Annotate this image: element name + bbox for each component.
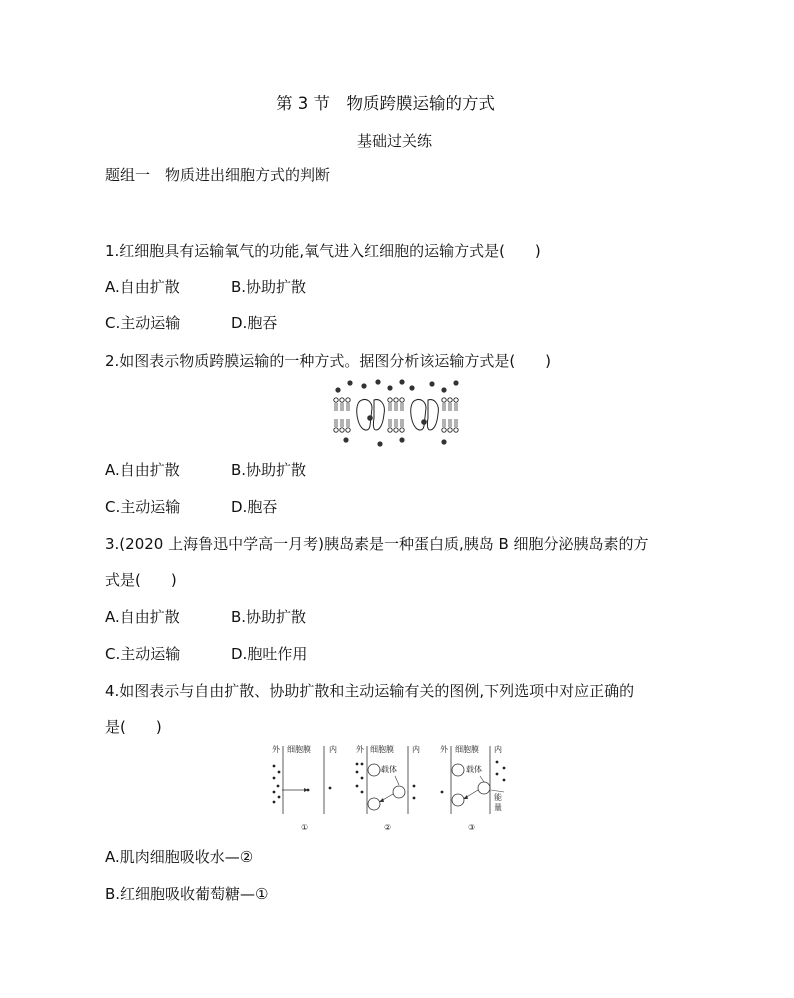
channel-protein-left-b: [373, 400, 384, 430]
question-3-stem-line2: 式是( ): [105, 571, 177, 589]
phospholipid-head: [340, 428, 344, 432]
phospholipid-head: [346, 428, 350, 432]
panel-1-number: ①: [301, 823, 309, 832]
q1-option-c: C.主动运输: [105, 314, 181, 332]
phospholipid-head: [394, 428, 398, 432]
phospholipid-head: [340, 398, 344, 402]
phospholipid-head: [334, 428, 338, 432]
phospholipid-head: [442, 428, 446, 432]
channel-protein-right: [411, 399, 426, 430]
panel-1-free-diffusion: [272, 744, 337, 832]
channel-protein-left: [357, 399, 372, 430]
q4-option-b: B.红细胞吸收葡萄糖—①: [105, 885, 269, 903]
q3-option-a: A.自由扩散: [105, 608, 180, 626]
svg-text:载体: 载体: [381, 765, 397, 774]
q1-option-b: B.协助扩散: [231, 278, 307, 296]
q3-option-c: C.主动运输: [105, 645, 181, 663]
q1-option-d: D.胞吞: [231, 314, 278, 332]
svg-text:载体: 载体: [466, 765, 482, 774]
phospholipid-head: [346, 398, 350, 402]
label-energy-1: 能: [494, 793, 502, 802]
svg-text:内: 内: [494, 745, 502, 754]
question-4-stem-line1: 4.如图表示与自由扩散、协助扩散和主动运输有关的图例,下列选项中对应正确的: [105, 682, 635, 700]
panel-2-facilitated-diffusion: [356, 744, 420, 832]
phospholipid-head: [388, 428, 392, 432]
phospholipid-head: [334, 398, 338, 402]
svg-text:细胞膜: 细胞膜: [370, 745, 394, 754]
svg-text:外: 外: [440, 745, 448, 754]
label-outside: 外: [272, 745, 280, 754]
phospholipid-head: [388, 398, 392, 402]
q1-option-a: A.自由扩散: [105, 278, 180, 296]
label-energy-2: 量: [494, 803, 502, 812]
question-4-stem-line2: 是( ): [105, 718, 162, 736]
q2-option-b: B.协助扩散: [231, 461, 307, 479]
label-inside: 内: [329, 745, 337, 754]
phospholipid-head: [448, 428, 452, 432]
phospholipid-head: [454, 428, 458, 432]
section-title: 第 3 节 物质跨膜运输的方式: [276, 94, 495, 113]
question-group-title: 题组一 物质进出细胞方式的判断: [105, 166, 331, 184]
q2-option-d: D.胞吞: [231, 498, 278, 516]
q3-option-d: D.胞吐作用: [231, 645, 308, 663]
q4-option-a: A.肌肉细胞吸收水—②: [105, 848, 254, 866]
question-1-stem: 1.红细胞具有运输氧气的功能,氧气进入红细胞的运输方式是( ): [105, 242, 541, 260]
label-membrane: 细胞膜: [287, 745, 311, 754]
phospholipid-head: [400, 428, 404, 432]
panel-3-active-transport: [440, 744, 505, 832]
svg-text:细胞膜: 细胞膜: [455, 745, 479, 754]
panel-2-number: ②: [384, 823, 392, 832]
panel-3-number: ③: [468, 823, 476, 832]
question-2-stem: 2.如图表示物质跨膜运输的一种方式。据图分析该运输方式是( ): [105, 352, 552, 370]
membrane-transport-figure: [332, 378, 462, 450]
phospholipid-head: [394, 398, 398, 402]
phospholipid-head: [442, 398, 446, 402]
svg-text:内: 内: [412, 745, 420, 754]
phospholipid-head: [454, 398, 458, 402]
question-3-stem-line1: 3.(2020 上海鲁迅中学高一月考)胰岛素是一种蛋白质,胰岛 B 细胞分泌胰岛素的方: [105, 535, 649, 553]
phospholipid-head: [448, 398, 452, 402]
channel-protein-right-b: [427, 400, 438, 430]
q2-option-a: A.自由扩散: [105, 461, 180, 479]
q2-option-c: C.主动运输: [105, 498, 181, 516]
q3-option-b: B.协助扩散: [231, 608, 307, 626]
subsection-title: 基础过关练: [357, 132, 433, 150]
phospholipid-head: [400, 398, 404, 402]
svg-text:外: 外: [356, 745, 364, 754]
transport-diagrams-figure: [268, 742, 512, 834]
